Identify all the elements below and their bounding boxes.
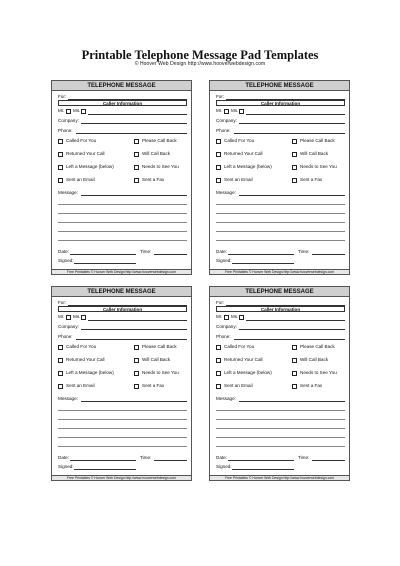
message-line[interactable] bbox=[58, 446, 187, 447]
mr-label: Mr. bbox=[216, 108, 223, 113]
message-line[interactable] bbox=[239, 401, 345, 402]
telephone-message-pad-4 bbox=[209, 286, 350, 481]
date-field[interactable] bbox=[228, 460, 294, 461]
message-line[interactable] bbox=[58, 213, 187, 214]
ms-checkbox[interactable] bbox=[81, 109, 86, 114]
sent-a-fax-checkbox[interactable] bbox=[292, 384, 297, 389]
ms-label: Ms. bbox=[231, 108, 239, 113]
caller-information-box bbox=[216, 306, 345, 312]
page-title: Printable Telephone Message Pad Templates bbox=[81, 48, 319, 62]
sent-a-fax-checkbox[interactable] bbox=[134, 384, 139, 389]
returned-your-call-label: Returned Your Call bbox=[66, 151, 105, 156]
will-call-back-checkbox[interactable] bbox=[134, 152, 139, 157]
will-call-back-checkbox[interactable] bbox=[292, 358, 297, 363]
phone-label: Phone: bbox=[58, 334, 73, 339]
message-line[interactable] bbox=[216, 204, 345, 205]
returned-your-call-checkbox[interactable] bbox=[216, 152, 221, 157]
pad-footer: Free Printables © Hoover Web Design http://www.hooverwebdesign.com bbox=[52, 475, 191, 480]
sent-a-fax-label: Sent a Fax bbox=[142, 177, 165, 182]
message-line[interactable] bbox=[216, 437, 345, 438]
message-line[interactable] bbox=[58, 222, 187, 223]
date-field[interactable] bbox=[70, 254, 136, 255]
mr-label: Mr. bbox=[58, 108, 65, 113]
message-line[interactable] bbox=[81, 401, 187, 402]
will-call-back-checkbox[interactable] bbox=[292, 152, 297, 157]
message-line[interactable] bbox=[216, 428, 345, 429]
message-label: Message: bbox=[216, 396, 236, 401]
pad-header: TELEPHONE MESSAGE bbox=[52, 81, 191, 91]
signed-label: Signed: bbox=[216, 464, 232, 469]
caller-name-field[interactable] bbox=[88, 114, 187, 115]
returned-your-call-label: Returned Your Call bbox=[224, 357, 263, 362]
will-call-back-checkbox[interactable] bbox=[134, 358, 139, 363]
message-label: Message: bbox=[58, 190, 78, 195]
message-line[interactable] bbox=[58, 410, 187, 411]
left-a-message-label: Left a Message (below) bbox=[224, 164, 272, 169]
page-subtitle: © Hoover Web Design http://www.hooverwebdesign.com bbox=[134, 61, 266, 67]
caller-name-field[interactable] bbox=[246, 114, 345, 115]
signed-field[interactable] bbox=[74, 263, 136, 264]
mr-label: Mr. bbox=[216, 314, 223, 319]
sent-a-fax-label: Sent a Fax bbox=[300, 177, 323, 182]
message-label: Message: bbox=[216, 190, 236, 195]
caller-information-label: Caller Information bbox=[102, 307, 143, 312]
ms-checkbox[interactable] bbox=[239, 109, 244, 114]
needs-to-see-you-checkbox[interactable] bbox=[134, 165, 139, 170]
message-line[interactable] bbox=[216, 240, 345, 241]
ms-label: Ms. bbox=[73, 314, 81, 319]
needs-to-see-you-label: Needs to See You bbox=[300, 370, 337, 375]
called-for-you-label: Called For You bbox=[224, 138, 255, 143]
please-call-back-label: Please Call Back bbox=[142, 138, 177, 143]
left-a-message-label: Left a Message (below) bbox=[66, 164, 114, 169]
caller-information-box bbox=[58, 306, 187, 312]
company-label: Company: bbox=[58, 324, 79, 329]
signed-field[interactable] bbox=[74, 469, 136, 470]
time-label: Time: bbox=[140, 249, 152, 254]
returned-your-call-checkbox[interactable] bbox=[58, 152, 63, 157]
please-call-back-label: Please Call Back bbox=[300, 344, 335, 349]
needs-to-see-you-checkbox[interactable] bbox=[134, 371, 139, 376]
telephone-message-pad-1 bbox=[51, 80, 192, 275]
date-label: Date: bbox=[216, 455, 227, 460]
message-line[interactable] bbox=[216, 446, 345, 447]
called-for-you-checkbox[interactable] bbox=[216, 345, 221, 350]
please-call-back-checkbox[interactable] bbox=[134, 139, 139, 144]
company-field[interactable] bbox=[239, 123, 345, 124]
mr-checkbox[interactable] bbox=[66, 315, 71, 320]
caller-information-label: Caller Information bbox=[102, 101, 143, 106]
message-label: Message: bbox=[58, 396, 78, 401]
signed-label: Signed: bbox=[58, 464, 74, 469]
sent-an-email-checkbox[interactable] bbox=[58, 178, 63, 183]
needs-to-see-you-label: Needs to See You bbox=[300, 164, 337, 169]
message-line[interactable] bbox=[216, 410, 345, 411]
company-label: Company: bbox=[58, 118, 79, 123]
company-field[interactable] bbox=[239, 329, 345, 330]
please-call-back-label: Please Call Back bbox=[300, 138, 335, 143]
telephone-message-pad-2 bbox=[209, 80, 350, 275]
message-line[interactable] bbox=[58, 240, 187, 241]
called-for-you-label: Called For You bbox=[66, 344, 97, 349]
date-field[interactable] bbox=[228, 254, 294, 255]
ms-label: Ms. bbox=[73, 108, 81, 113]
signed-label: Signed: bbox=[58, 258, 74, 263]
returned-your-call-checkbox[interactable] bbox=[58, 358, 63, 363]
needs-to-see-you-label: Needs to See You bbox=[142, 370, 179, 375]
will-call-back-label: Will Call Back bbox=[142, 151, 171, 156]
message-line[interactable] bbox=[58, 428, 187, 429]
called-for-you-label: Called For You bbox=[66, 138, 97, 143]
mr-label: Mr. bbox=[58, 314, 65, 319]
left-a-message-checkbox[interactable] bbox=[216, 165, 221, 170]
phone-label: Phone: bbox=[216, 128, 231, 133]
sent-an-email-label: Sent an Email bbox=[66, 383, 95, 388]
pad-header: TELEPHONE MESSAGE bbox=[52, 287, 191, 297]
phone-field[interactable] bbox=[234, 133, 345, 134]
pad-footer: Free Printables © Hoover Web Design http://www.hooverwebdesign.com bbox=[210, 269, 349, 274]
needs-to-see-you-checkbox[interactable] bbox=[292, 165, 297, 170]
sent-an-email-checkbox[interactable] bbox=[216, 384, 221, 389]
signed-field[interactable] bbox=[232, 469, 294, 470]
returned-your-call-label: Returned Your Call bbox=[66, 357, 105, 362]
returned-your-call-label: Returned Your Call bbox=[224, 151, 263, 156]
for-label: For: bbox=[216, 300, 225, 305]
sent-an-email-label: Sent an Email bbox=[224, 383, 253, 388]
message-line[interactable] bbox=[239, 195, 345, 196]
date-label: Date: bbox=[58, 455, 69, 460]
message-line[interactable] bbox=[58, 231, 187, 232]
company-label: Company: bbox=[216, 118, 237, 123]
phone-label: Phone: bbox=[216, 334, 231, 339]
phone-label: Phone: bbox=[58, 128, 73, 133]
phone-field[interactable] bbox=[76, 133, 187, 134]
ms-label: Ms. bbox=[231, 314, 239, 319]
mr-checkbox[interactable] bbox=[224, 109, 229, 114]
left-a-message-label: Left a Message (below) bbox=[66, 370, 114, 375]
pad-footer: Free Printables © Hoover Web Design http://www.hooverwebdesign.com bbox=[210, 475, 349, 480]
message-line[interactable] bbox=[58, 437, 187, 438]
will-call-back-label: Will Call Back bbox=[300, 357, 329, 362]
left-a-message-checkbox[interactable] bbox=[58, 371, 63, 376]
sent-an-email-label: Sent an Email bbox=[66, 177, 95, 182]
pad-header: TELEPHONE MESSAGE bbox=[210, 287, 349, 297]
called-for-you-checkbox[interactable] bbox=[216, 139, 221, 144]
for-label: For: bbox=[216, 94, 225, 99]
will-call-back-label: Will Call Back bbox=[142, 357, 171, 362]
pad-footer: Free Printables © Hoover Web Design http://www.hooverwebdesign.com bbox=[52, 269, 191, 274]
returned-your-call-checkbox[interactable] bbox=[216, 358, 221, 363]
time-field[interactable] bbox=[154, 460, 187, 461]
please-call-back-checkbox[interactable] bbox=[292, 345, 297, 350]
caller-name-field[interactable] bbox=[246, 320, 345, 321]
please-call-back-label: Please Call Back bbox=[142, 344, 177, 349]
signed-field[interactable] bbox=[232, 263, 294, 264]
signed-label: Signed: bbox=[216, 258, 232, 263]
please-call-back-checkbox[interactable] bbox=[134, 345, 139, 350]
caller-information-box bbox=[216, 100, 345, 106]
date-field[interactable] bbox=[70, 460, 136, 461]
sent-an-email-checkbox[interactable] bbox=[58, 384, 63, 389]
caller-information-label: Caller Information bbox=[260, 307, 301, 312]
sent-an-email-label: Sent an Email bbox=[224, 177, 253, 182]
message-line[interactable] bbox=[81, 195, 187, 196]
company-field[interactable] bbox=[81, 329, 187, 330]
message-line[interactable] bbox=[216, 419, 345, 420]
pad-header: TELEPHONE MESSAGE bbox=[210, 81, 349, 91]
for-label: For: bbox=[58, 94, 67, 99]
caller-information-label: Caller Information bbox=[260, 101, 301, 106]
sent-an-email-checkbox[interactable] bbox=[216, 178, 221, 183]
phone-field[interactable] bbox=[234, 339, 345, 340]
sent-a-fax-checkbox[interactable] bbox=[292, 178, 297, 183]
message-line[interactable] bbox=[216, 213, 345, 214]
time-field[interactable] bbox=[312, 254, 345, 255]
caller-name-field[interactable] bbox=[88, 320, 187, 321]
will-call-back-label: Will Call Back bbox=[300, 151, 329, 156]
time-field[interactable] bbox=[154, 254, 187, 255]
ms-checkbox[interactable] bbox=[239, 315, 244, 320]
date-label: Date: bbox=[58, 249, 69, 254]
message-line[interactable] bbox=[216, 222, 345, 223]
mr-checkbox[interactable] bbox=[66, 109, 71, 114]
please-call-back-checkbox[interactable] bbox=[292, 139, 297, 144]
time-label: Time: bbox=[298, 455, 310, 460]
called-for-you-checkbox[interactable] bbox=[58, 345, 63, 350]
phone-field[interactable] bbox=[76, 339, 187, 340]
company-label: Company: bbox=[216, 324, 237, 329]
left-a-message-checkbox[interactable] bbox=[58, 165, 63, 170]
left-a-message-label: Left a Message (below) bbox=[224, 370, 272, 375]
for-label: For: bbox=[58, 300, 67, 305]
message-line[interactable] bbox=[58, 204, 187, 205]
time-field[interactable] bbox=[312, 460, 345, 461]
telephone-message-pad-3 bbox=[51, 286, 192, 481]
company-field[interactable] bbox=[81, 123, 187, 124]
time-label: Time: bbox=[140, 455, 152, 460]
needs-to-see-you-label: Needs to See You bbox=[142, 164, 179, 169]
caller-information-box bbox=[58, 100, 187, 106]
sent-a-fax-checkbox[interactable] bbox=[134, 178, 139, 183]
time-label: Time: bbox=[298, 249, 310, 254]
left-a-message-checkbox[interactable] bbox=[216, 371, 221, 376]
called-for-you-label: Called For You bbox=[224, 344, 255, 349]
mr-checkbox[interactable] bbox=[224, 315, 229, 320]
ms-checkbox[interactable] bbox=[81, 315, 86, 320]
message-line[interactable] bbox=[216, 231, 345, 232]
sent-a-fax-label: Sent a Fax bbox=[300, 383, 323, 388]
sent-a-fax-label: Sent a Fax bbox=[142, 383, 165, 388]
message-line[interactable] bbox=[58, 419, 187, 420]
date-label: Date: bbox=[216, 249, 227, 254]
needs-to-see-you-checkbox[interactable] bbox=[292, 371, 297, 376]
called-for-you-checkbox[interactable] bbox=[58, 139, 63, 144]
